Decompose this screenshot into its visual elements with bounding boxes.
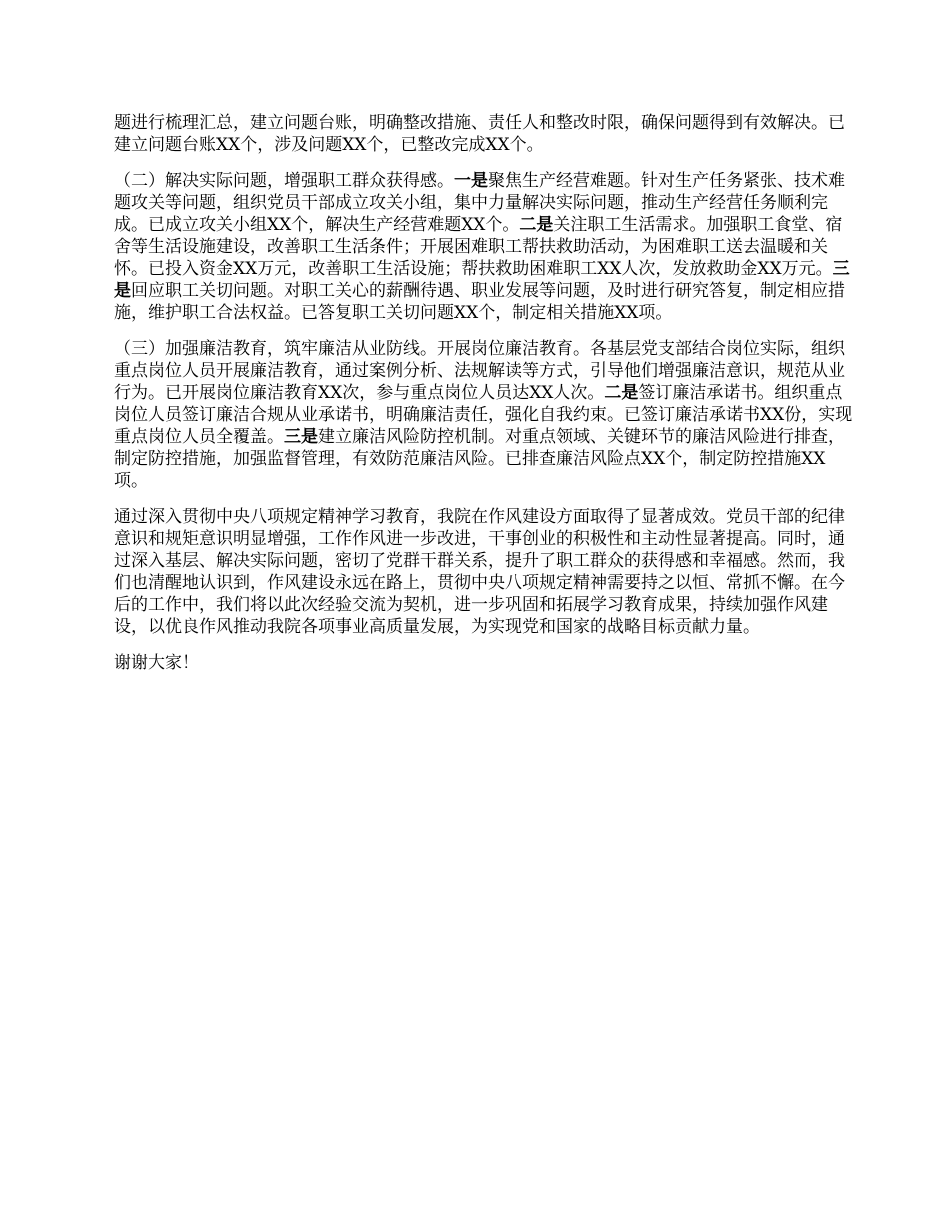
item-marker-first: 一是	[454, 171, 488, 191]
paragraph-text: 通过深入贯彻中央八项规定精神学习教育，我院在作风建设方面取得了显著成效。党员干部的纪律意识和规矩意识明显增强，工作作风进一步改进，干事创业的积极性和主动性显著提高。同时，通过深入基层、解决实际问题，密切了党群干群关系，提升了职工群众的获得感和幸福感。然而，我们也清醒地认识到，作风建设永远在路上，贯彻中央八项规定精神需要持之以恒、常抓不懈。在今后的工作中，我们将以此次经验交流为契机，进一步巩固和拓展学习教育成果，持续加强作风建设，以优良作风推动我院各项事业高质量发展，为实现党和国家的战略目标贡献力量。	[114, 507, 845, 637]
item-text-first: 聚焦生产经营难题。针对生产任务紧张、技术难题攻关等问题，组织党员干部成立攻关小组，集中力量解决实际问题，推动生产经营任务顺利完成。已成立攻关小组XX个，解决生产经营难题XX个。	[114, 171, 845, 235]
paragraph-integrity-education	[114, 338, 854, 492]
item-marker-third: 三是	[114, 259, 850, 301]
item-text-third: 回应职工关切问题。对职工关心的薪酬待遇、职业发展等问题，及时进行研究答复，制定相应措施，维护职工合法权益。已答复职工关切问题XX个，制定相关措施XX项。	[114, 281, 845, 323]
item-marker-third: 三是	[284, 427, 318, 447]
paragraph-solve-problems	[114, 170, 854, 324]
document-page	[114, 112, 854, 688]
item-text-second: 签订廉洁承诺书。组织重点岗位人员签订廉洁合规从业承诺书，明确廉洁责任，强化自我约束。已签订廉洁承诺书XX份，实现重点岗位人员全覆盖。	[114, 383, 853, 447]
closing-text: 谢谢大家！	[114, 653, 199, 673]
item-marker-second: 二是	[604, 383, 639, 403]
item-text-third: 建立廉洁风险防控机制。对重点领域、关键环节的廉洁风险进行排查，制定防控措施，加强监督管理，有效防范廉洁风险。已排查廉洁风险点XX个，制定防控措施XX项。	[114, 427, 845, 491]
item-marker-second: 二是	[519, 215, 554, 235]
paragraph-summary	[114, 506, 854, 638]
item-text-second: 关注职工生活需求。加强职工食堂、宿舍等生活设施建设，改善职工生活条件；开展困难职工帮扶救助活动，为困难职工送去温暖和关怀。已投入资金XX万元，改善职工生活设施；帮扶救助困难职工XX人次，发放救助金XX万元。	[114, 215, 843, 279]
section-heading: （二）解决实际问题，增强职工群众获得感。	[114, 171, 454, 191]
item-text-first: 开展岗位廉洁教育。各基层党支部结合岗位实际，组织重点岗位人员开展廉洁教育，通过案例分析、法规解读等方式，引导他们增强廉洁意识，规范从业行为。已开展岗位廉洁教育XX次，参与重点岗位人员达XX人次。	[114, 339, 845, 403]
section-heading: （三）加强廉洁教育，筑牢廉洁从业防线。	[114, 339, 437, 359]
paragraph-text: 题进行梳理汇总，建立问题台账，明确整改措施、责任人和整改时限，确保问题得到有效解决。已建立问题台账XX个，涉及问题XX个，已整改完成XX个。	[114, 113, 845, 155]
closing-line	[114, 652, 854, 674]
paragraph-issue-ledger	[114, 112, 854, 156]
